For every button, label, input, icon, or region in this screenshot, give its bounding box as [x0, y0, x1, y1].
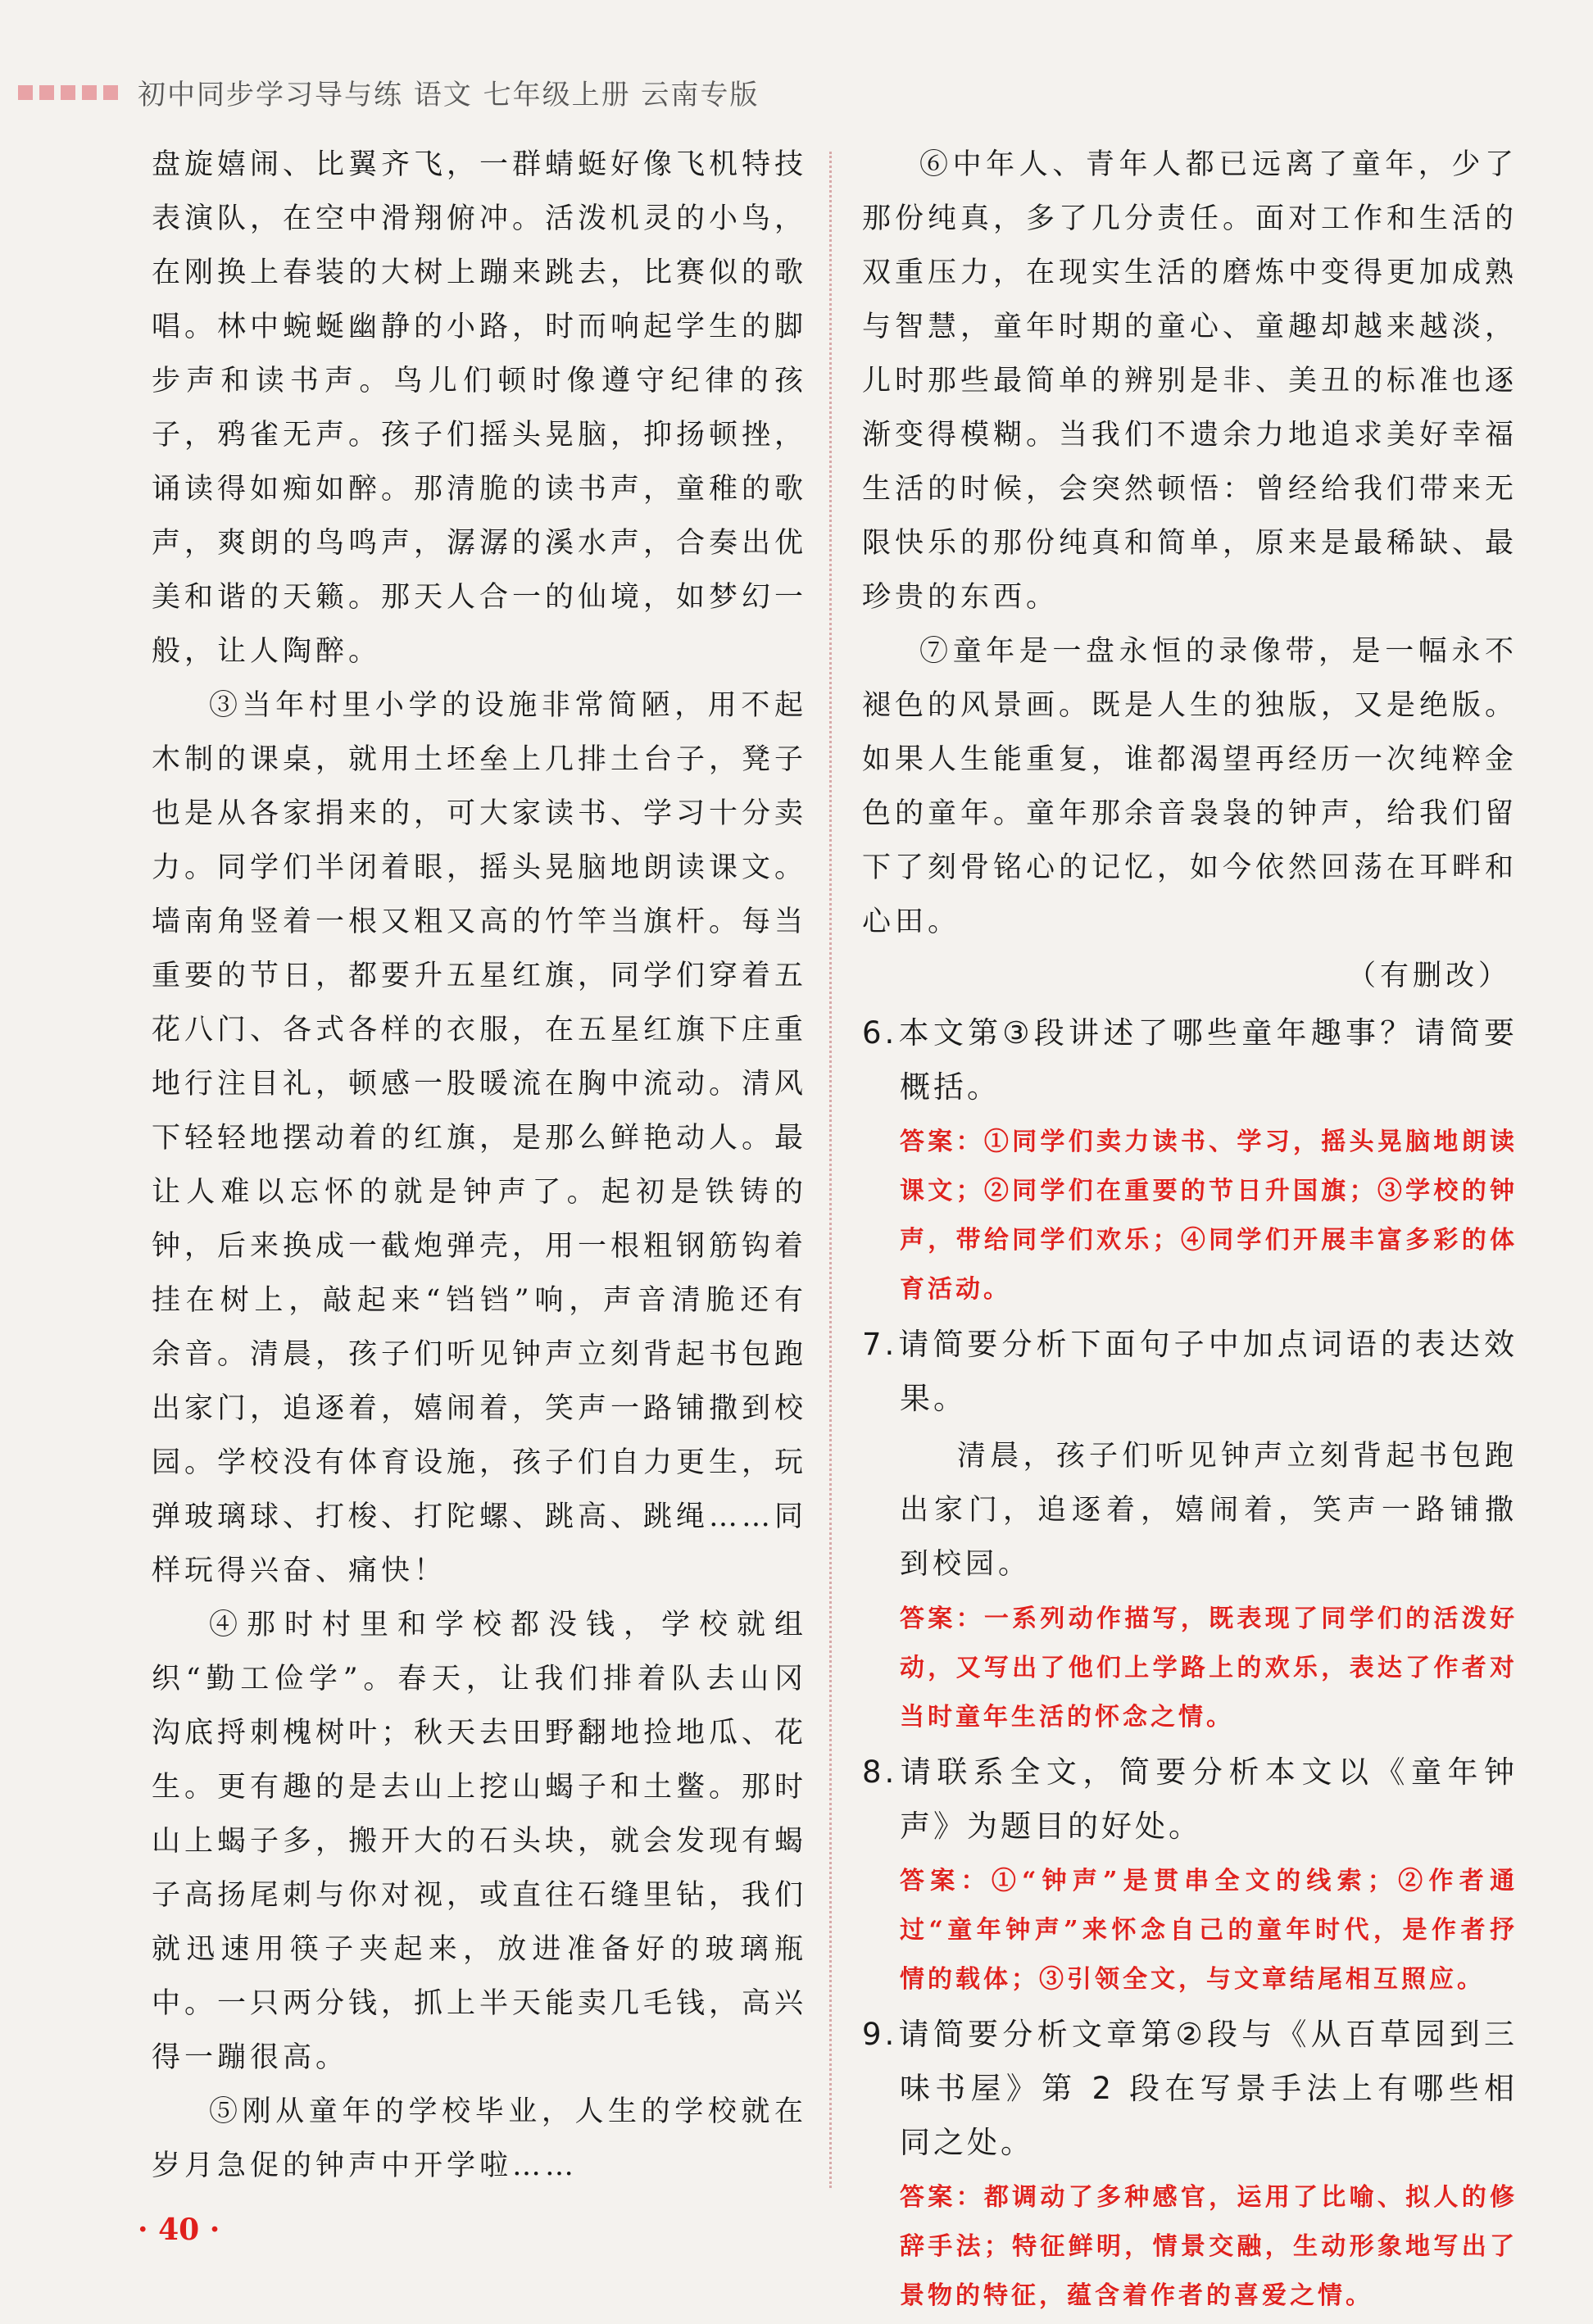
- question-7-text: 7.请简要分析下面句子中加点词语的表达效果。: [862, 1327, 1518, 1416]
- header-decoration: [18, 85, 118, 100]
- passage-paragraph-7: ⑦童年是一盘永恒的录像带，是一幅永不褪色的风景画。既是人生的独版，又是绝版。如果人生能重复，谁都渴望再经历一次纯粹金色的童年。童年那余音袅袅的钟声，给我们留下了刻骨铭心的记忆，如今依然回荡在耳畔和心田。: [862, 635, 1518, 938]
- question-7-quote: 清晨，孩子们听见钟声立刻背起书包跑出家门，追逐着，嬉闹着，笑声一路铺撒到校园。: [900, 1440, 1518, 1581]
- question-6-answer: 答案：①同学们卖力读书、学习，摇头晃脑地朗读课文；②同学们在重要的节日升国旗；③学校的钟声，带给同学们欢乐；④同学们开展丰富多彩的体育活动。: [900, 1128, 1518, 1304]
- question-9-answer: 答案：都调动了多种感官，运用了比喻、拟人的修辞手法；特征鲜明，情景交融，生动形象地写出了景物的特征，蕴含着作者的喜爱之情。: [900, 2183, 1518, 2310]
- question-9: [862, 2008, 1518, 2321]
- passage-paragraph-6: ⑥中年人、青年人都已远离了童年，少了那份纯真，多了几分责任。面对工作和生活的双重压力，在现实生活的磨炼中变得更加成熟与智慧，童年时期的童心、童趣却越来越淡，儿时那些最简单的辨别是非、美丑的标准也逐渐变得模糊。当我们不遗余力地追求美好幸福生活的时候，会突然顿悟：曾经给我们带来无限快乐的那份纯真和简单，原来是最稀缺、最珍贵的东西。: [862, 148, 1518, 614]
- question-6: [862, 1006, 1518, 1314]
- question-7-answer: 答案：一系列动作描写，既表现了同学们的活泼好动，又写出了他们上学路上的欢乐，表达了作者对当时童年生活的怀念之情。: [900, 1605, 1518, 1732]
- passage-paragraph-4: ④那时村里和学校都没钱，学校就组织“勤工俭学”。春天，让我们排着队去山冈沟底捋刺槐树叶；秋天去田野翻地捡地瓜、花生。更有趣的是去山上挖山蝎子和土鳖。那时山上蝎子多，搬开大的石头块，就会发现有蝎子高扬尾刺与你对视，或直往石缝里钻，我们就迅速用筷子夹起来，放进准备好的玻璃瓶中。一只两分钱，抓上半天能卖几毛钱，高兴得一蹦很高。: [152, 1609, 808, 2074]
- question-8-answer: 答案：①“钟声”是贯串全文的线索；②作者通过“童年钟声”来怀念自己的童年时代，是作者抒情的载体；③引领全文，与文章结尾相互照应。: [900, 1867, 1518, 1994]
- question-8-text: 8.请联系全文，简要分析本文以《童年钟声》为题目的好处。: [862, 1754, 1518, 1844]
- question-7: [862, 1318, 1518, 1742]
- question-9-text: 9.请简要分析文章第②段与《从百草园到三味书屋》第 2 段在写景手法上有哪些相同之处。: [862, 2017, 1518, 2160]
- page-number: · 40 ·: [138, 2213, 220, 2247]
- header-title: 初中同步学习导与练 语文 七年级上册 云南专版: [138, 79, 760, 111]
- column-divider: [829, 152, 832, 2188]
- passage-paragraph-3: ③当年村里小学的设施非常简陋，用不起木制的课桌，就用土坯垒上几排土台子，凳子也是从各家捐来的，可大家读书、学习十分卖力。同学们半闭着眼，摇头晃脑地朗读课文。墙南角竖着一根又粗又高的竹竿当旗杆。每当重要的节日，都要升五星红旗，同学们穿着五花八门、各式各样的衣服，在五星红旗下庄重地行注目礼，顿感一股暖流在胸中流动。清风下轻轻地摆动着的红旗，是那么鲜艳动人。最让人难以忘怀的就是钟声了。起初是铁铸的钟，后来换成一截炮弹壳，用一根粗钢筋钩着挂在树上，敲起来“铛铛”响，声音清脆还有余音。清晨，孩子们听见钟声立刻背起书包跑出家门，追逐着，嬉闹着，笑声一路铺撒到校园。学校没有体育设施，孩子们自力更生，玩弹玻璃球、打梭、打陀螺、跳高、跳绳……同样玩得兴奋、痛快！: [152, 689, 808, 1587]
- running-header: [18, 72, 759, 112]
- right-column: [862, 138, 1518, 2324]
- question-6-text: 6.本文第③段讲述了哪些童年趣事？请简要概括。: [862, 1015, 1518, 1105]
- question-8: [862, 1745, 1518, 2004]
- left-column: [152, 138, 807, 2193]
- passage-paragraph-2-continued: 盘旋嬉闹、比翼齐飞，一群蜻蜓好像飞机特技表演队，在空中滑翔俯冲。活泼机灵的小鸟，在刚换上春装的大树上蹦来跳去，比赛似的歌唱。林中蜿蜒幽静的小路，时而响起学生的脚步声和读书声。鸟儿们顿时像遵守纪律的孩子，鸦雀无声。孩子们摇头晃脑，抑扬顿挫，诵读得如痴如醉。那清脆的读书声，童稚的歌声，爽朗的鸟鸣声，潺潺的溪水声，合奏出优美和谐的天籁。那天人合一的仙境，如梦幻一般，让人陶醉。: [152, 148, 808, 668]
- source-note: （有删改）: [1346, 960, 1511, 992]
- passage-paragraph-5: ⑤刚从童年的学校毕业，人生的学校就在岁月急促的钟声中开学啦……: [152, 2095, 807, 2182]
